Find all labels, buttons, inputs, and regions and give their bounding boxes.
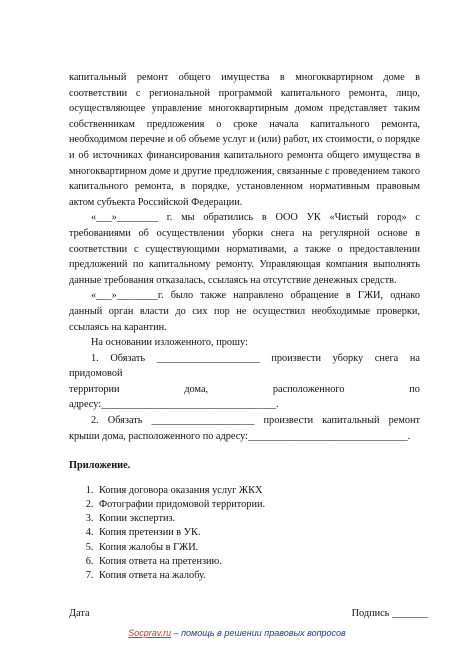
request-1-word: территории (69, 383, 120, 395)
request-1-line-1: 1. Обязать ____________________ произвести уборку снега на придомовой (69, 352, 420, 380)
appendix-item: 1. Копия договора оказания услуг ЖКХ (96, 484, 420, 498)
request-item-1 (69, 351, 420, 413)
document-page (69, 70, 428, 622)
appendix-item: 5. Копия жалобы в ГЖИ. (96, 541, 420, 555)
date-label: Дата (69, 608, 90, 620)
signature-block (69, 606, 428, 622)
paragraph-capital-repair: капитальный ремонт общего имущества в многоквартирном доме в соответствии с региональной программой капитального ремонта, лицо, осуществляющее управление многоквартирным домом представляет таким собственникам предложения о сроке начала капитального ремонта, необходимом перечне и об объеме услуг и (или) работ, их стоимости, о порядке и об источниках финансирования капитального ремонта общего имущества в многоквартирном доме и другие предложения, связанные с проведением такого капитального ремонта, в порядке, установленном нормативным правовым актом субъекта Российской Федерации. (69, 72, 420, 208)
request-1-word: расположенного (272, 383, 345, 395)
appendix-title: Приложение. (69, 460, 131, 472)
appendix-item: 2. Фотографии придомовой территории. (96, 498, 420, 512)
signature-label: Подпись _______ (351, 608, 428, 620)
footer-tagline: – помощь в решении правовых вопросов (171, 628, 346, 638)
request-1-line-3: адресу:__________________________________. (69, 399, 279, 411)
request-1-word: по (409, 383, 420, 395)
paragraph-appeal-uk: «___»________ г. мы обратились в ООО УК «Чистый город» с требованиями об осуществлении уборки снега на регулярной основе в соответствии с существующими нормативами, а также о предоставлении предложений по капитальному ремонту. Управляющая компания выполнять данные требования отказалась, ссылаясь на отсутствие денежных средств. (69, 212, 420, 286)
paragraph-appeal-gzhi: «___»________г. было также направлено обращение в ГЖИ, однако данный орган власти до сих пор не осуществил необходимые проверки, ссылаясь на карантин. (69, 290, 420, 333)
footer (0, 628, 474, 638)
request-1-line-2 (69, 382, 420, 398)
request-intro: На основании изложенного, прошу: (91, 337, 248, 349)
appendix-item: 3. Копии экспертиз. (96, 512, 420, 526)
appendix-list (69, 484, 420, 583)
appendix-item: 7. Копия ответа на жалобу. (96, 569, 420, 583)
request-item-2: 2. Обязать ____________________ произвести капитальный ремонт крыши дома, расположенного по адресу:_______________________________. (69, 415, 420, 442)
appendix-item: 4. Копия претензии в УК. (96, 526, 420, 540)
footer-site-link[interactable]: Socprav.ru (128, 628, 172, 638)
request-1-word: дома, (184, 383, 209, 395)
appendix-item: 6. Копия ответа на претензию. (96, 555, 420, 569)
